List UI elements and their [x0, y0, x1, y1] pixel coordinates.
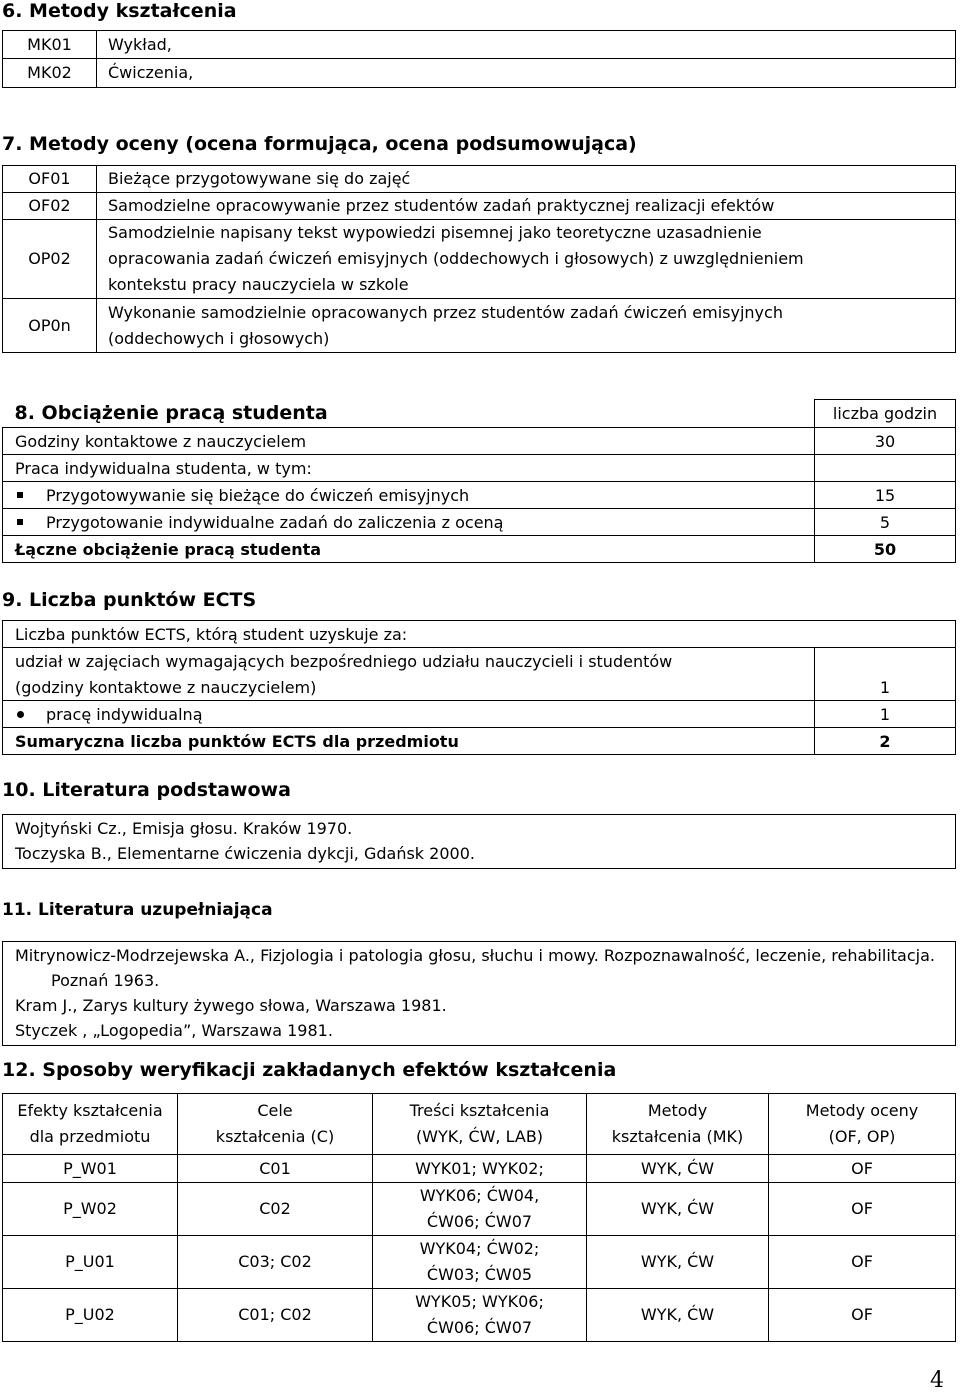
- assessment-description: Bieżące przygotowywane się do zajęć: [97, 166, 956, 193]
- ects-label: udział w zajęciach wymagających bezpośredniego udziału nauczycieli i studentów: [3, 648, 815, 675]
- section-12-heading: 12. Sposoby weryfikacji zakładanych efektów kształcenia: [2, 1059, 617, 1081]
- content-cell: WYK05; WYK06; ĆW06; ĆW07: [373, 1289, 587, 1342]
- section-6-heading: 6. Metody kształcenia: [2, 0, 237, 22]
- method-description: Wykład,: [97, 31, 956, 59]
- column-header-content: Treści kształcenia (WYK, ĆW, LAB): [373, 1094, 587, 1155]
- goals-cell: C02: [178, 1183, 373, 1236]
- table-row: [3, 536, 956, 563]
- method-description: Ćwiczenia,: [97, 59, 956, 88]
- method-code: MK01: [3, 31, 97, 59]
- column-header-assessment-methods: Metody oceny (OF, OP): [769, 1094, 956, 1155]
- verification-table: [2, 1093, 956, 1342]
- table-row: [3, 166, 956, 193]
- workload-value: 30: [815, 428, 956, 455]
- description-line: (oddechowych i głosowych): [108, 328, 330, 348]
- ects-value: [815, 648, 956, 675]
- effect-cell: P_U02: [3, 1289, 178, 1342]
- ects-value: 1: [815, 674, 956, 701]
- workload-value: 5: [815, 509, 956, 536]
- table-row: [3, 400, 956, 428]
- assessment-description: Samodzielne opracowywanie przez studentów zadań praktycznej realizacji efektów: [97, 193, 956, 220]
- assessment-code: OP02: [3, 220, 97, 299]
- effect-cell: P_U01: [3, 1236, 178, 1289]
- ects-label: (godziny kontaktowe z nauczycielem): [3, 674, 815, 701]
- ects-total-label: Sumaryczna liczba punktów ECTS dla przedmiotu: [3, 728, 815, 755]
- square-bullet-icon: [17, 492, 23, 498]
- content-cell: WYK06; ĆW04, ĆW06; ĆW07: [373, 1183, 587, 1236]
- methods-cell: WYK, ĆW: [587, 1289, 769, 1342]
- assessment-description: [97, 220, 956, 299]
- table-row: [3, 1155, 956, 1183]
- description-line: opracowania zadań ćwiczeń emisyjnych (oddechowych i głosowych) z uwzględnieniem: [108, 249, 804, 268]
- table-row: [3, 299, 956, 353]
- assessment-cell: OF: [769, 1289, 956, 1342]
- assessment-cell: OF: [769, 1183, 956, 1236]
- workload-item: Przygotowanie indywidualne zadań do zaliczenia z oceną: [3, 509, 815, 536]
- assessment-description: [97, 299, 956, 353]
- ects-label: Liczba punktów ECTS, którą student uzyskuje za:: [3, 621, 956, 648]
- section-10-heading: 10. Literatura podstawowa: [2, 779, 291, 801]
- table-row: [3, 220, 956, 299]
- table-row: [3, 59, 956, 88]
- table-row: [3, 193, 956, 220]
- section-9-heading: 9. Liczba punktów ECTS: [2, 589, 257, 611]
- assessment-code: OF02: [3, 193, 97, 220]
- goals-cell: C01: [178, 1155, 373, 1183]
- assessment-code: OP0n: [3, 299, 97, 353]
- column-header-goals: Cele kształcenia (C): [178, 1094, 373, 1155]
- methods-cell: WYK, ĆW: [587, 1155, 769, 1183]
- assessment-methods-table: [2, 165, 956, 353]
- description-line: Samodzielnie napisany tekst wypowiedzi pisemnej jako teoretyczne uzasadnienie: [108, 223, 762, 242]
- literature-item: Styczek , „Logopedia”, Warszawa 1981.: [15, 1021, 333, 1040]
- table-row: [3, 509, 956, 536]
- goals-cell: C03; C02: [178, 1236, 373, 1289]
- effect-cell: P_W01: [3, 1155, 178, 1183]
- table-row: [3, 674, 956, 701]
- supplementary-literature-box: [2, 941, 956, 1046]
- workload-value: 15: [815, 482, 956, 509]
- section-11-heading: 11. Literatura uzupełniająca: [2, 900, 273, 920]
- workload-item: Przygotowywanie się bieżące do ćwiczeń emisyjnych: [3, 482, 815, 509]
- assessment-cell: OF: [769, 1236, 956, 1289]
- section-8-heading: 8. Obciążenie pracą studenta: [14, 402, 328, 425]
- workload-label: Godziny kontaktowe z nauczycielem: [3, 428, 815, 455]
- table-header-row: [3, 1094, 956, 1155]
- table-row: [3, 1289, 956, 1342]
- ects-item: pracę indywidualną: [3, 701, 815, 728]
- content-cell: WYK04; ĆW02; ĆW03; ĆW05: [373, 1236, 587, 1289]
- assessment-cell: OF: [769, 1155, 956, 1183]
- table-row: [3, 455, 956, 482]
- column-header-teaching-methods: Metody kształcenia (MK): [587, 1094, 769, 1155]
- literature-item: Wojtyński Cz., Emisja głosu. Kraków 1970.: [15, 819, 353, 838]
- teaching-methods-table: [2, 30, 956, 88]
- hours-column-header: liczba godzin: [815, 400, 956, 428]
- literature-item: Kram J., Zarys kultury żywego słowa, Warszawa 1981.: [15, 996, 447, 1015]
- methods-cell: WYK, ĆW: [587, 1183, 769, 1236]
- ects-table: [2, 620, 956, 755]
- content-cell: WYK01; WYK02;: [373, 1155, 587, 1183]
- section-7-heading: 7. Metody oceny (ocena formująca, ocena podsumowująca): [2, 133, 637, 155]
- workload-value: [815, 455, 956, 482]
- column-header-effects: Efekty kształcenia dla przedmiotu: [3, 1094, 178, 1155]
- table-row: [3, 728, 956, 755]
- table-row: [3, 428, 956, 455]
- workload-total-value: 50: [815, 536, 956, 563]
- workload-total-label: Łączne obciążenie pracą studenta: [3, 536, 815, 563]
- literature-item: Mitrynowicz-Modrzejewska A., Fizjologia i patologia głosu, słuchu i mowy. Rozpoznawalność, leczenie, rehabilitacja. Poznań 1963.: [15, 946, 935, 990]
- description-line: Wykonanie samodzielnie opracowanych przez studentów zadań ćwiczeń emisyjnych: [108, 302, 783, 322]
- table-row: [3, 701, 956, 728]
- table-row: [3, 31, 956, 59]
- literature-item: Toczyska B., Elementarne ćwiczenia dykcji, Gdańsk 2000.: [15, 844, 475, 863]
- assessment-code: OF01: [3, 166, 97, 193]
- method-code: MK02: [3, 59, 97, 88]
- table-row: [3, 648, 956, 675]
- square-bullet-icon: [17, 519, 23, 525]
- description-line: kontekstu pracy nauczyciela w szkole: [108, 275, 409, 294]
- page-number: 4: [930, 1368, 944, 1393]
- workload-table: [2, 399, 956, 563]
- basic-literature-box: [2, 814, 956, 869]
- table-row: [3, 482, 956, 509]
- table-row: [3, 1236, 956, 1289]
- methods-cell: WYK, ĆW: [587, 1236, 769, 1289]
- table-row: [3, 621, 956, 648]
- ects-total-value: 2: [815, 728, 956, 755]
- ects-value: 1: [815, 701, 956, 728]
- effect-cell: P_W02: [3, 1183, 178, 1236]
- workload-label: Praca indywidualna studenta, w tym:: [3, 455, 815, 482]
- goals-cell: C01; C02: [178, 1289, 373, 1342]
- table-row: [3, 1183, 956, 1236]
- round-bullet-icon: [17, 711, 24, 718]
